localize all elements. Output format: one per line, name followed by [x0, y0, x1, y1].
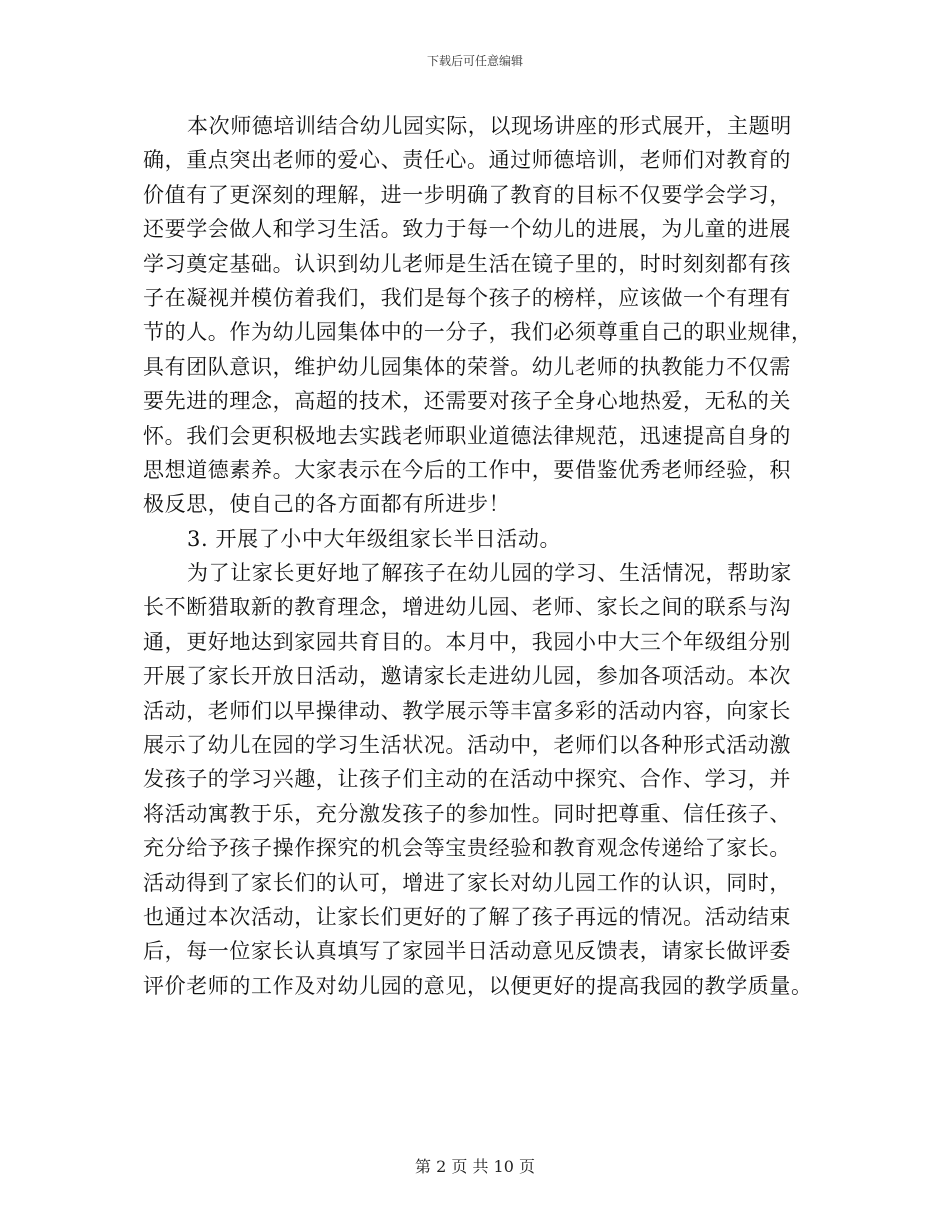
text-line: 活动得到了家长们的认可，增进了家长对幼儿园工作的认识，同时，: [143, 870, 791, 895]
text-line: 节的人。作为幼儿园集体中的一分子，我们必须尊重自己的职业规律，: [143, 320, 813, 345]
text-line: 要先进的理念，高超的技术，还需要对孩子全身心地热爱，无私的关: [143, 389, 791, 414]
page-footer: 第 2 页 共 10 页: [415, 1157, 535, 1176]
text-line: 发孩子的学习兴趣，让孩子们主动的在活动中探究、合作、学习，并: [143, 767, 791, 792]
text-line: 也通过本次活动，让家长们更好的了解了孩子再远的情况。活动结束: [143, 904, 791, 929]
section-heading: 3. 开展了小中大年级组家长半日活动。: [187, 526, 562, 551]
text-line: 具有团队意识，维护幼儿园集体的荣誉。幼儿老师的执教能力不仅需: [143, 354, 791, 379]
text-line: 通，更好地达到家园共育目的。本月中，我园小中大三个年级组分别: [143, 629, 791, 654]
text-line: 为了让家长更好地了解孩子在幼儿园的学习、生活情况，帮助家: [187, 561, 792, 586]
document-body: [143, 109, 813, 1003]
text-line: 评价老师的工作及对幼儿园的意见，以便更好的提高我园的教学质量。: [143, 973, 813, 998]
text-line: 长不断猎取新的教育理念，增进幼儿园、老师、家长之间的联系与沟: [143, 595, 791, 620]
text-line: 后，每一位家长认真填写了家园半日活动意见反馈表，请家长做评委: [143, 939, 791, 964]
page-header: 下载后可任意编辑: [426, 54, 523, 68]
text-line: 本次师德培训结合幼儿园实际，以现场讲座的形式展开，主题明: [187, 114, 792, 138]
text-line: 子在凝视并模仿着我们，我们是每个孩子的榜样，应该做一个有理有: [143, 285, 791, 310]
text-line: 思想道德素养。大家表示在今后的工作中，要借鉴优秀老师经验，积: [143, 457, 791, 482]
text-line: 展示了幼儿在园的学习生活状况。活动中，老师们以各种形式活动激: [143, 733, 791, 758]
text-line: 充分给予孩子操作探究的机会等宝贵经验和教育观念传递给了家长。: [143, 836, 791, 861]
text-line: 开展了家长开放日活动，邀请家长走进幼儿园，参加各项活动。本次: [143, 664, 791, 689]
text-line: 怀。我们会更积极地去实践老师职业道德法律规范，迅速提高自身的: [143, 423, 791, 448]
text-line: 还要学会做人和学习生活。致力于每一个幼儿的进展，为儿童的进展: [143, 217, 791, 242]
text-line: 将活动寓教于乐，充分激发孩子的参加性。同时把尊重、信任孩子、: [143, 801, 791, 826]
text-line: 活动，老师们以早操律动、教学展示等丰富多彩的活动内容，向家长: [143, 698, 791, 723]
text-line: 确，重点突出老师的爱心、责任心。通过师德培训，老师们对教育的: [143, 148, 791, 173]
text-line: 极反思，使自己的各方面都有所进步！: [143, 492, 511, 517]
text-line: 价值有了更深刻的理解，进一步明确了教育的目标不仅要学会学习，: [143, 182, 791, 207]
text-line: 学习奠定基础。认识到幼儿老师是生活在镜子里的，时时刻刻都有孩: [143, 251, 791, 276]
